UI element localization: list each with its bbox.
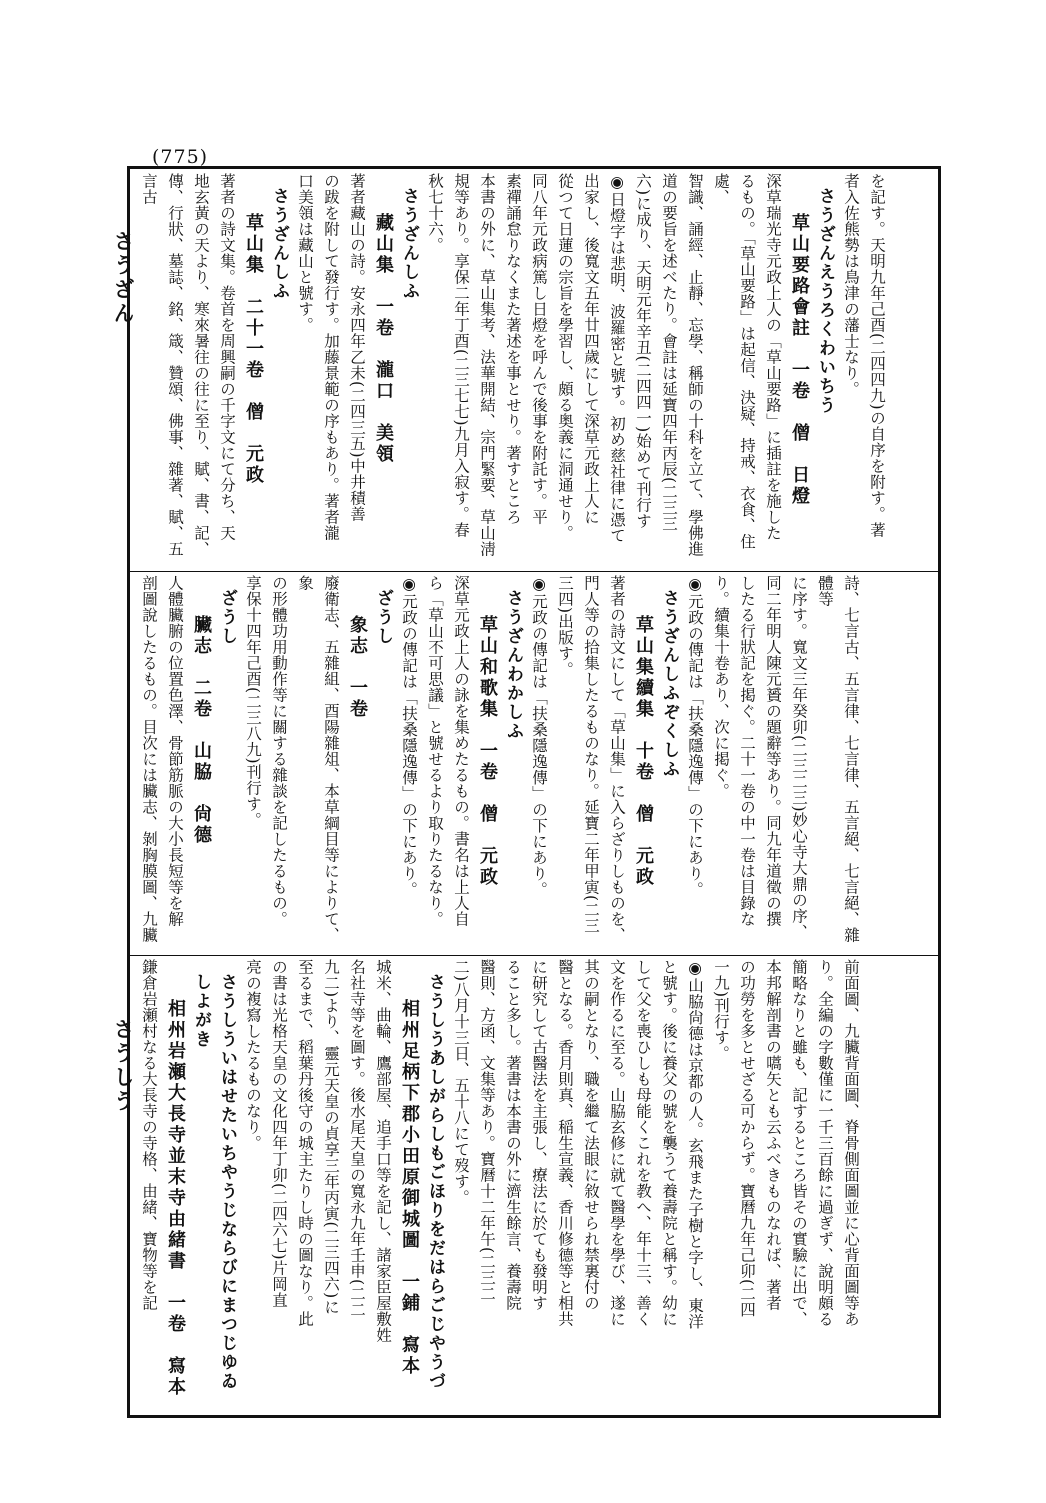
entry-title: 草山和歌集 一卷 僧 元政 [477, 614, 498, 888]
text-line: に序す。寬文三年癸卯(二三二三)妙心寺大鼎の序、 [790, 575, 808, 941]
text-line: 智識、誦經、止靜、忘學、稱師の十科を立て、學佛進 [686, 173, 704, 557]
entry-title: 相州足柄下郡小田原御城圖 一鋪 寫本 [399, 998, 420, 1377]
entry-reading: さうしうあしがらしもごほりをだはらごじやうづ [425, 972, 445, 1391]
text-line: 著者の詩文にして「草山集」に入らざりしものを、 [608, 575, 626, 943]
text-line: 深草瑞光寺元政上人の「草山要路」に插註を施した [764, 173, 782, 541]
text-line: 本邦解剖書の嚆矢とも云ふべきものなれば、著者 [764, 959, 782, 1311]
tier-bottom [136, 959, 932, 1409]
text-line: 著者の詩文集。卷首を周興嗣の千字文にて分ち、天 [218, 173, 236, 541]
text-line: を記す。天明九年己酉(二四四九)の自序を附す。著 [868, 173, 886, 539]
text-line: 出家し、後寬文五年廿四歲にして深草元政上人に [582, 173, 600, 525]
text-line: 人體臟腑の位置色澤、骨節筋脈の大小長短等を解 [166, 575, 184, 927]
text-line: ◉山脇尙德は京都の人。玄飛また子樹と字し、東洋 [686, 959, 704, 1330]
text-line: ら「草山不可思議」と號せるより取りたるなり。 [426, 575, 444, 927]
entry-title: 草山集續集 十卷 僧 元政 [633, 614, 654, 888]
page-number: (775) [152, 146, 209, 168]
text-line: 三四)出版す。 [556, 575, 574, 678]
text-line: 素禪誦怠りなくまた著述を事とせり。著すところ [504, 173, 522, 525]
text-line: の形體功用動作等に關する雜談を記したるもの。 [270, 575, 288, 927]
text-line: 著者藏山の詩。安永四年乙未(二四三五)中井積善 [348, 173, 366, 523]
entry-reading: さうざんえうろくわいちう [815, 186, 835, 415]
text-line: 文を作るに至る。山脇玄修に就て醫學を學び、遂に [608, 959, 626, 1327]
text-line: 傳、行狀、墓誌、銘、箴、贊頌、佛事、雜著、賦、五言古 [140, 173, 184, 557]
entry-reading: さうざんわかしふ [503, 588, 523, 741]
text-line: 從つて日蓮の宗旨を學習し、頗る奥義に洞通せり。 [556, 173, 574, 541]
entry-title: 草山集 二十一卷 僧 元政 [243, 212, 264, 486]
text-line: 享保十四年己酉(二三八九)刊行す。 [244, 575, 262, 829]
page-frame [127, 166, 941, 1418]
text-line: 六)に成り、天明元年辛丑(二四四一)始めて刊行す [634, 173, 652, 529]
text-line: 秋七十六。 [426, 173, 444, 253]
text-line: 亮の複寫したるものなり。 [244, 959, 262, 1151]
text-line: ること多し。著書は本書の外に濟生餘言、養壽院 [504, 959, 522, 1311]
text-line: に研究して古醫法を主張し、療法に於ても發明す [530, 959, 548, 1311]
text-line: 同八年元政病篤し日燈を呼んで後事を附託す。平 [530, 173, 548, 525]
running-head-bottom: さうしう [111, 1018, 136, 1114]
text-line: ◉元政の傳記は「扶桑隱逸傳」の下にあり。 [400, 575, 418, 898]
text-line: 九二)より、靈元天皇の貞享三年丙寅(二三四六)に [322, 959, 340, 1315]
text-line: 簡略なりと雖も、記するところ皆その實驗に出で、 [790, 959, 808, 1327]
tier-bottom-text [136, 959, 870, 1409]
tier-top-text [136, 173, 896, 569]
text-line: 地玄黃の天より、寒來暑往の往に至り、賦、書、記、 [192, 173, 210, 557]
text-line: 醫となる。香月則真、稲生宣義、香川修德等と相共 [556, 959, 574, 1327]
running-head-top: さうざん [111, 230, 136, 326]
entry-reading: さうしういはせたいちやうじならびにまつじゆゐ [217, 972, 237, 1391]
text-line: ◉元政の傳記は「扶桑隱逸傳」の下にあり。 [530, 575, 548, 898]
text-line: と號す。後に養父の號を襲うて養壽院と稱す。幼に [660, 959, 678, 1327]
text-line: 門人等の拾集したるものなり。延寶二年甲寅(二三 [582, 575, 600, 934]
text-line: ◉日燈字は悲明、波羅密と號す。初め慈社律に憑て [608, 173, 626, 544]
divider-rule [130, 955, 938, 956]
entry-reading: さうざんしふぞくしふ [659, 588, 679, 779]
entry-title: 象志 一卷 [347, 614, 368, 720]
text-line: 一九)刊行す。 [712, 959, 730, 1062]
text-line: 其の嗣となり、職を繼て法眼に敘せられ禁裏付の [582, 959, 600, 1311]
text-line: 剖圖說したるもの。目次には臟志、剝胸膜圖、九臟 [140, 575, 158, 943]
text-line: り。全編の字數僅に一千三百餘に過ぎず、說明頗る [816, 959, 834, 1327]
text-line: 道の要旨を述べたり。會註は延寶四年丙辰(二三三 [660, 173, 678, 532]
text-line: 醫則、方函、文集等あり。寶曆十二年午(二三二 [478, 959, 496, 1302]
text-line: 者入佐熊勢は鳥津の藩士なり。 [842, 173, 860, 397]
tier-middle [136, 575, 932, 953]
text-line: の書は光格天皇の文化四年丁卯(二四六七)片岡直 [270, 959, 288, 1309]
text-line: したる行狀記を掲ぐ。二十一卷の中一卷は目錄な [738, 575, 756, 927]
text-line: 至るまで、稻葉丹後守の城主たりし時の圖なり。此 [296, 959, 314, 1327]
entry-reading: さうざんしふ [399, 186, 419, 301]
text-line: 廢衛志、五雜組、酉陽雜俎、本草綱目等によりて、象 [296, 575, 340, 943]
text-line: るもの。「草山要路」は起信、決疑、持戒、衣食、住處、 [712, 173, 756, 550]
text-line: して父を喪ひしも母能くこれを教へ、年十三、善く [634, 959, 652, 1327]
text-line: 規等あり。享保二年丁酉(二三七七)九月入寂す。春 [452, 173, 470, 539]
text-line: 深草元政上人の詠を集めたるもの。書名は上人自 [452, 575, 470, 927]
text-line: の跋を附して發行す。加藤景範の序もあり。著者瀧 [322, 173, 340, 541]
entry-reading: ざうし [373, 588, 393, 646]
entry-title: 相州岩瀬大長寺並末寺由緒書 一卷 寫本 [165, 998, 186, 1398]
text-line: 名社寺等を圖す。後水尾天皇の寬永九年壬申(二二 [348, 959, 366, 1318]
text-line: 本書の外に、草山集考、法華開結、宗門緊要、草山淸 [478, 173, 496, 557]
entry-title: 草山要路會註 一卷 僧 日燈 [789, 212, 810, 507]
entry-title: 臟志 二卷 山脇 尙德 [191, 614, 212, 846]
text-line: ◉元政の傳記は「扶桑隱逸傳」の下にあり。 [686, 575, 704, 898]
text-line: 口美領は藏山と號す。 [296, 173, 314, 333]
text-line: 城米、曲輪、鷹部屋、追手口等を記し、諸家臣屋敷姓 [374, 959, 392, 1343]
tier-middle-text [136, 575, 870, 953]
entry-reading: さうざんしふ [269, 186, 289, 301]
entry-title: 藏山集 一卷 瀧口 美領 [373, 212, 394, 465]
entry-reading: しよがき [191, 972, 211, 1049]
tier-top [136, 173, 932, 569]
text-line: り。續集十卷あり、次に掲ぐ。 [712, 575, 730, 799]
text-line: 二)八月十三日、五十八にて歿す。 [452, 959, 470, 1206]
text-line: の功勞を多とせざる可からず。寶曆九年己卯(二四 [738, 959, 756, 1318]
text-line: 前面圖、九臟背面圖、脊骨側面圖並に心背面圖等あ [842, 959, 860, 1327]
text-line: 同二年明人陳元贇の題辭等あり。同九年道徵の撰 [764, 575, 782, 927]
entry-reading: ざうし [217, 588, 237, 646]
text-line: 鎌倉岩瀬村なる大長寺の寺格、由緒、寶物等を記 [140, 959, 158, 1311]
text-line: 詩、七言古、五言律、七言律、五言絕、七言絕、雜體等 [816, 575, 860, 943]
divider-rule [130, 571, 938, 572]
